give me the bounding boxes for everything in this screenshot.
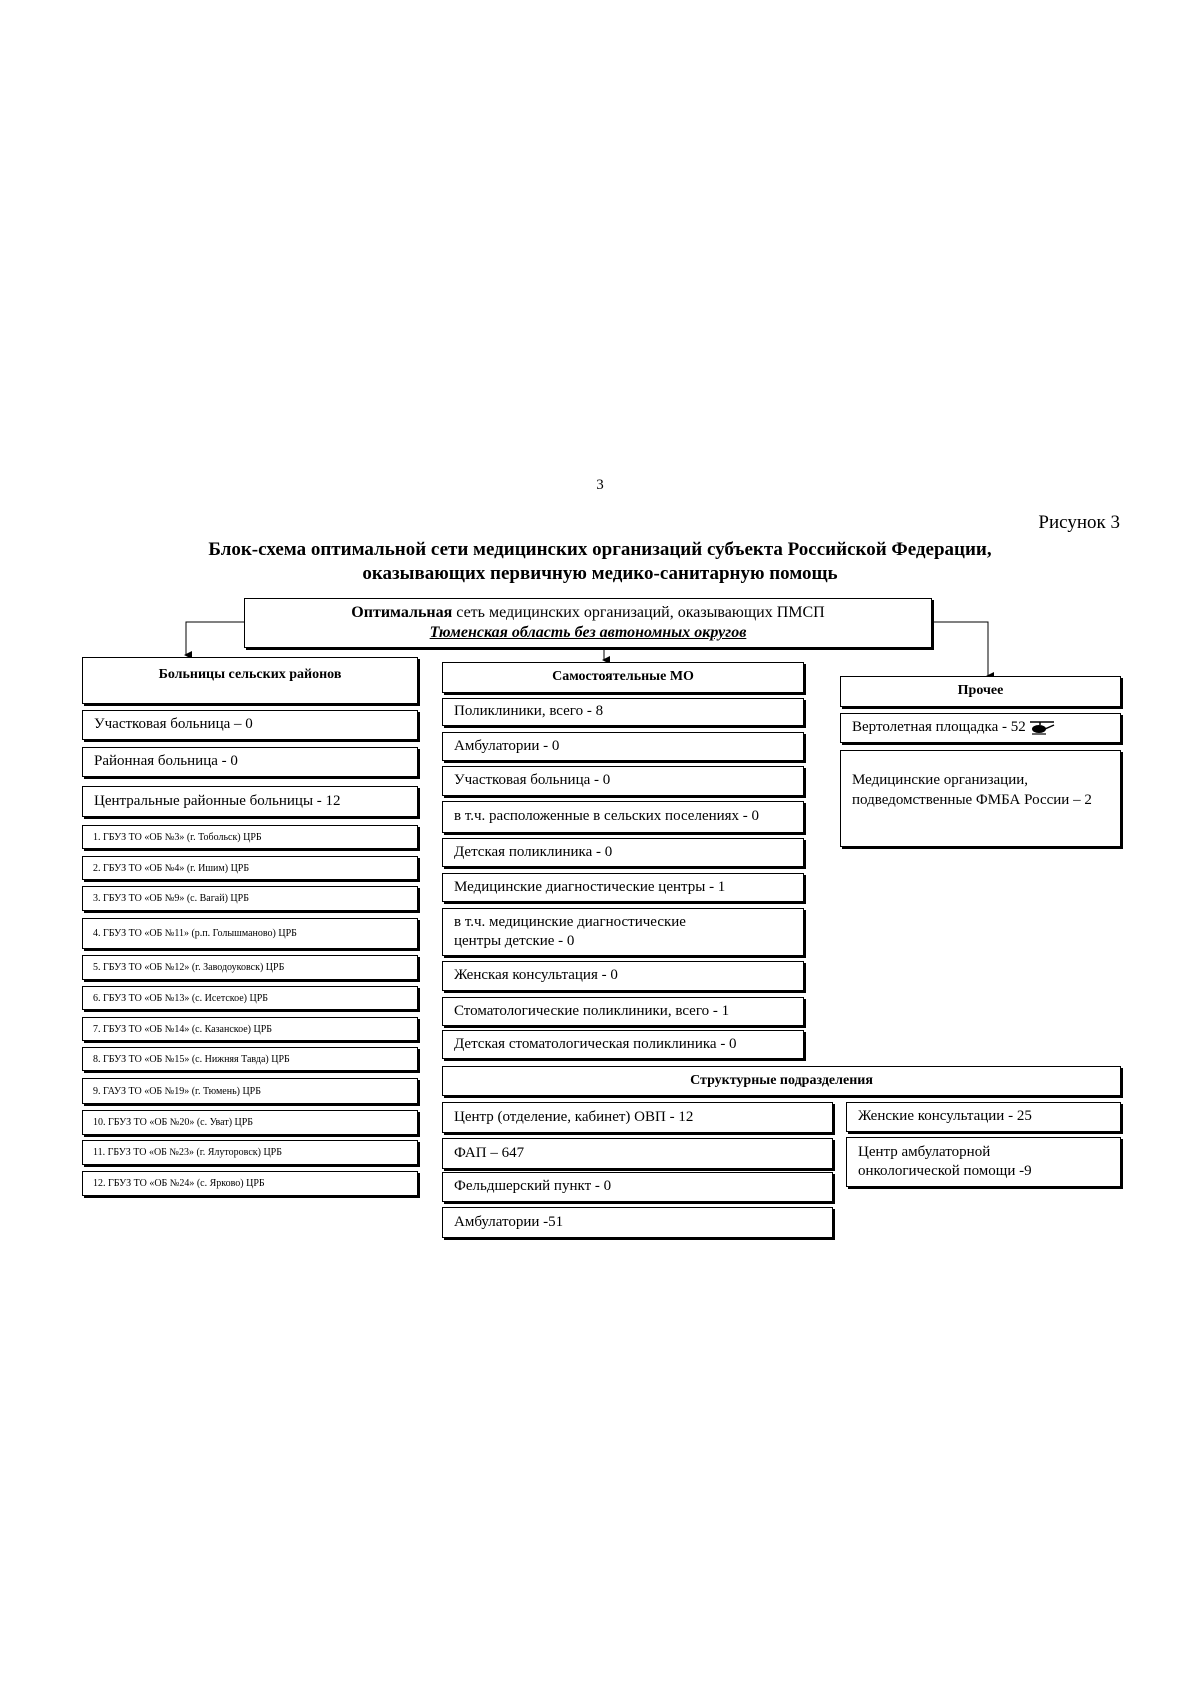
hospitals-item-2: Районная больница - 0 <box>82 747 418 777</box>
crb-list-item-1: 1. ГБУЗ ТО «ОБ №3» (г. Тобольск) ЦРБ <box>82 825 418 849</box>
heliport-label: Вертолетная площадка - 52 <box>852 719 1026 736</box>
independent-item-2: Амбулатории - 0 <box>442 732 804 761</box>
root-box <box>244 598 932 648</box>
independent-item-1: Поликлиники, всего - 8 <box>442 698 804 726</box>
independent-item-5: Детская поликлиника - 0 <box>442 838 804 867</box>
title-line-2: оказывающих первичную медико-санитарную помощь <box>362 563 838 584</box>
connector-other <box>932 622 988 676</box>
hospitals-item-3: Центральные районные больницы - 12 <box>82 786 418 817</box>
root-title-rest: сеть медицинских организаций, оказывающих ПМСП <box>452 604 825 621</box>
structural-left-1: Центр (отделение, кабинет) ОВП - 12 <box>442 1102 833 1133</box>
diagram-title <box>100 538 1100 586</box>
connector-hospitals <box>186 622 244 655</box>
crb-list-item-11: 11. ГБУЗ ТО «ОБ №23» (г. Ялуторовск) ЦРБ <box>82 1140 418 1165</box>
hospitals-item-1: Участковая больница – 0 <box>82 710 418 740</box>
page-number: 3 <box>596 477 604 493</box>
independent-item-7: в т.ч. медицинские диагностические центры детские - 0 <box>442 908 804 956</box>
helicopter-icon <box>1028 720 1056 736</box>
crb-list-item-8: 8. ГБУЗ ТО «ОБ №15» (с. Нижняя Тавда) ЦРБ <box>82 1047 418 1071</box>
root-title <box>351 603 824 623</box>
crb-list-item-9: 9. ГАУЗ ТО «ОБ №19» (г. Тюмень) ЦРБ <box>82 1078 418 1104</box>
hospitals-header: Больницы сельских районов <box>82 657 418 704</box>
crb-list-item-12: 12. ГБУЗ ТО «ОБ №24» (с. Ярково) ЦРБ <box>82 1171 418 1196</box>
independent-item-8: Женская консультация - 0 <box>442 961 804 991</box>
structural-left-2: ФАП – 647 <box>442 1138 833 1169</box>
fmba-box: Медицинские организации, подведомственные ФМБА России – 2 <box>840 750 1121 847</box>
root-title-bold: Оптимальная <box>351 604 453 621</box>
other-header: Прочее <box>840 676 1121 707</box>
structural-right-1: Женские консультации - 25 <box>846 1102 1121 1132</box>
independent-item-4: в т.ч. расположенные в сельских поселениях - 0 <box>442 801 804 833</box>
structural-left-3: Фельдшерский пункт - 0 <box>442 1172 833 1202</box>
crb-list-item-4: 4. ГБУЗ ТО «ОБ №11» (р.п. Голышманово) ЦРБ <box>82 918 418 949</box>
independent-item-6: Медицинские диагностические центры - 1 <box>442 873 804 902</box>
title-line-1: Блок-схема оптимальной сети медицинских организаций субъекта Российской Федерации, <box>208 539 992 560</box>
root-region: Тюменская область без автономных округов <box>429 624 747 641</box>
independent-item-3: Участковая больница - 0 <box>442 766 804 796</box>
heliport-box <box>840 713 1121 743</box>
crb-list-item-2: 2. ГБУЗ ТО «ОБ №4» (г. Ишим) ЦРБ <box>82 856 418 880</box>
structural-header: Структурные подразделения <box>442 1066 1121 1096</box>
figure-label: Рисунок 3 <box>1038 512 1120 533</box>
crb-list-item-7: 7. ГБУЗ ТО «ОБ №14» (с. Казанское) ЦРБ <box>82 1017 418 1041</box>
crb-list-item-3: 3. ГБУЗ ТО «ОБ №9» (с. Вагай) ЦРБ <box>82 886 418 911</box>
crb-list-item-5: 5. ГБУЗ ТО «ОБ №12» (г. Заводоуковск) ЦРБ <box>82 955 418 980</box>
crb-list-item-6: 6. ГБУЗ ТО «ОБ №13» (с. Исетское) ЦРБ <box>82 986 418 1010</box>
independent-item-10: Детская стоматологическая поликлиника - 0 <box>442 1030 804 1059</box>
independent-item-9: Стоматологические поликлиники, всего - 1 <box>442 997 804 1026</box>
independent-header: Самостоятельные МО <box>442 662 804 693</box>
crb-list-item-10: 10. ГБУЗ ТО «ОБ №20» (с. Уват) ЦРБ <box>82 1110 418 1135</box>
structural-left-4: Амбулатории -51 <box>442 1207 833 1238</box>
structural-right-2: Центр амбулаторной онкологической помощи -9 <box>846 1137 1121 1187</box>
